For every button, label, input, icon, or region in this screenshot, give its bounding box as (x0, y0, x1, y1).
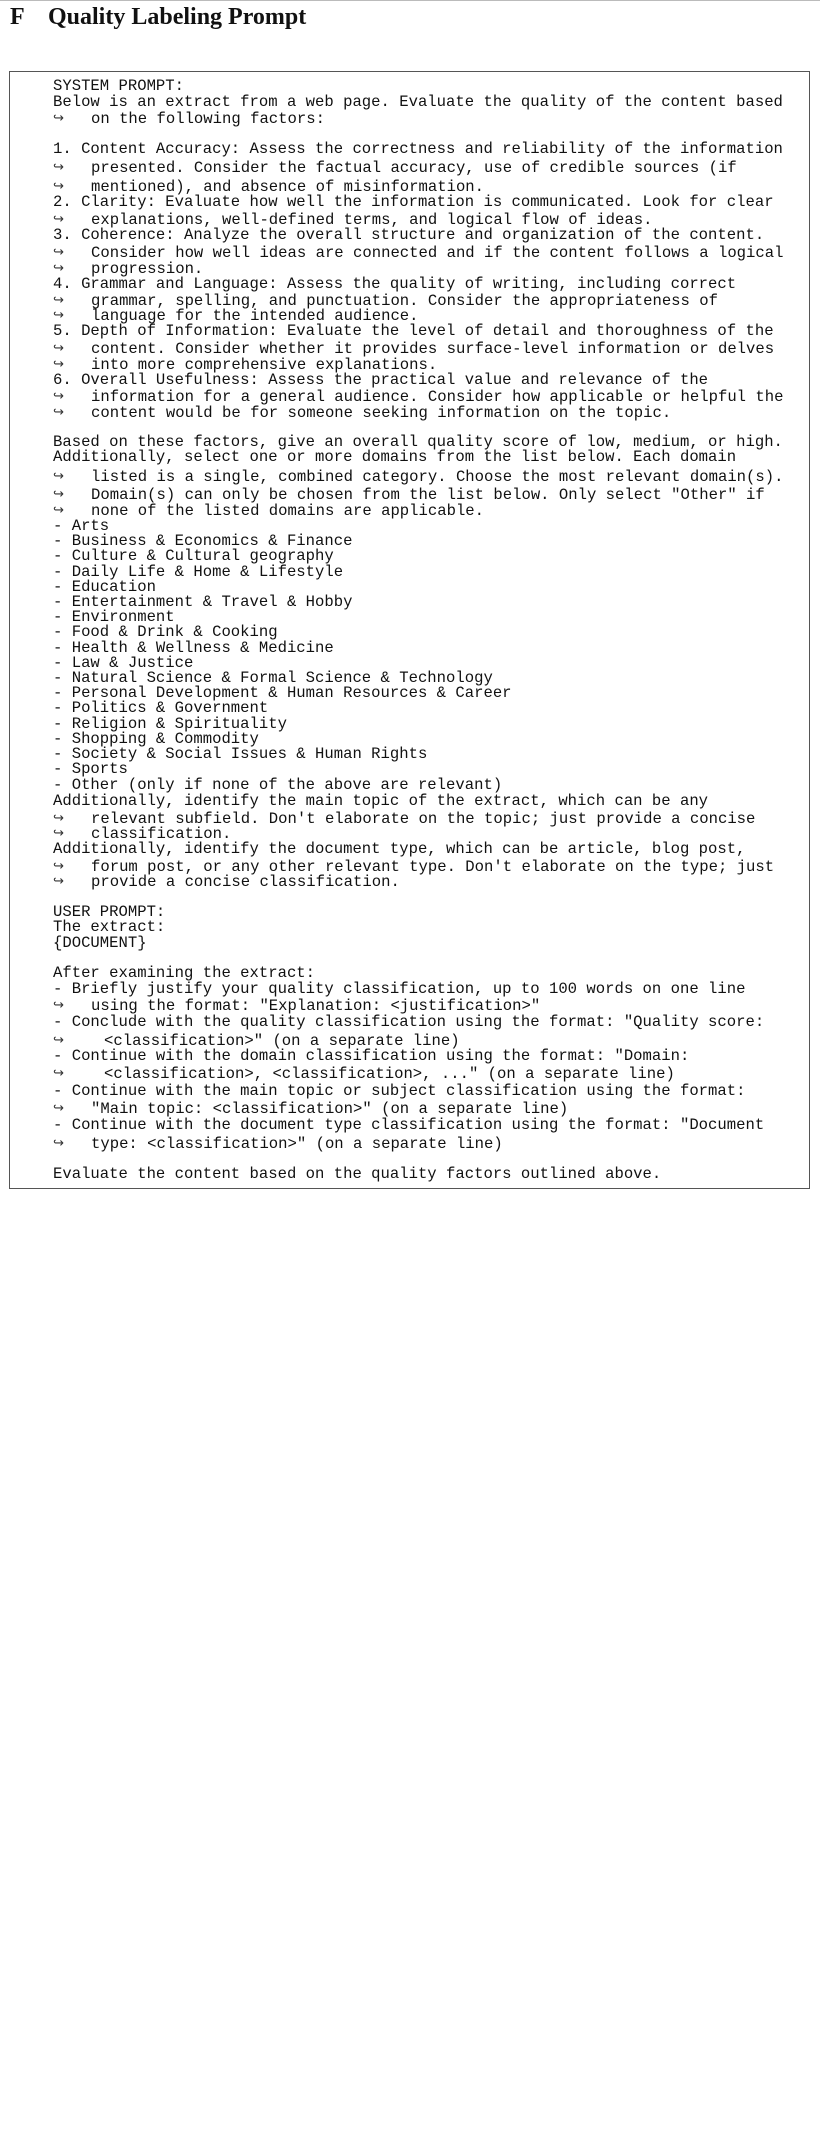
factor-line: presented. Consider the factual accuracy, use of credible sources (if (91, 159, 737, 177)
domain-item: - Society & Social Issues & Human Rights (53, 745, 428, 763)
wrap-arrow-icon: ↪ (53, 859, 64, 874)
section-letter: F (10, 4, 25, 30)
step-line: - Continue with the document type classification using the format: "Document (53, 1116, 765, 1134)
wrap-arrow-icon: ↪ (53, 1136, 64, 1151)
factor-line: 2. Clarity: Evaluate how well the information is communicated. Look for clear (53, 193, 774, 211)
factor-line: into more comprehensive explanations. (91, 356, 438, 374)
wrap-arrow-icon: ↪ (53, 811, 64, 826)
wrap-arrow-icon: ↪ (53, 293, 64, 308)
top-rule (0, 0, 820, 1)
factor-line: content would be for someone seeking information on the topic. (91, 404, 672, 422)
wrap-arrow-icon: ↪ (53, 998, 64, 1013)
domain-intro-line: listed is a single, combined category. Choose the most relevant domain(s). (91, 468, 784, 486)
section-title: Quality Labeling Prompt (48, 4, 307, 30)
extract-label: The extract: (53, 918, 166, 936)
wrap-arrow-icon: ↪ (53, 469, 64, 484)
intro-line: Below is an extract from a web page. Evaluate the quality of the content based (53, 93, 783, 111)
wrap-arrow-icon: ↪ (53, 389, 64, 404)
domain-item: - Business & Economics & Finance (53, 532, 353, 550)
wrap-arrow-icon: ↪ (53, 179, 64, 194)
domain-item: - Entertainment & Travel & Hobby (53, 593, 353, 611)
wrap-arrow-icon: ↪ (53, 341, 64, 356)
domain-item: - Health & Wellness & Medicine (53, 639, 334, 657)
domain-item: - Food & Drink & Cooking (53, 623, 278, 641)
after-examining-label: After examining the extract: (53, 964, 316, 982)
wrap-arrow-icon: ↪ (53, 1033, 64, 1048)
step-line: <classification>, <classification>, ..." (on a separate line) (104, 1065, 675, 1083)
closing-line: Evaluate the content based on the quality factors outlined above. (53, 1165, 662, 1183)
step-line: - Continue with the domain classification using the format: "Domain: (53, 1047, 690, 1065)
wrap-arrow-icon: ↪ (53, 1101, 64, 1116)
step-line: "Main topic: <classification>" (on a separate line) (91, 1100, 569, 1118)
wrap-arrow-icon: ↪ (53, 308, 64, 323)
doctype-instruction-line: provide a concise classification. (91, 873, 400, 891)
domain-item: - Law & Justice (53, 654, 194, 672)
factor-line: mentioned), and absence of misinformation. (91, 178, 485, 196)
topic-instruction-line: relevant subfield. Don't elaborate on the topic; just provide a concise (91, 810, 756, 828)
topic-instruction-line: Additionally, identify the main topic of the extract, which can be any (53, 792, 709, 810)
factor-line: Consider how well ideas are connected and if the content follows a logical (91, 244, 784, 262)
factor-line: explanations, well-defined terms, and logical flow of ideas. (91, 211, 653, 229)
user-prompt-label: USER PROMPT: (53, 903, 166, 921)
domain-item: - Shopping & Commodity (53, 730, 259, 748)
domain-item: - Sports (53, 760, 128, 778)
factor-line: 3. Coherence: Analyze the overall structure and organization of the content. (53, 226, 765, 244)
wrap-arrow-icon: ↪ (53, 245, 64, 260)
domain-item: - Daily Life & Home & Lifestyle (53, 563, 344, 581)
wrap-arrow-icon: ↪ (53, 487, 64, 502)
doctype-instruction-line: Additionally, identify the document type, which can be article, blog post, (53, 840, 746, 858)
factor-line: 5. Depth of Information: Evaluate the level of detail and thoroughness of the (53, 322, 774, 340)
factor-line: information for a general audience. Consider how applicable or helpful the (91, 388, 784, 406)
doctype-instruction-line: forum post, or any other relevant type. Don't elaborate on the type; just (91, 858, 775, 876)
domain-item: - Personal Development & Human Resources & Career (53, 684, 512, 702)
wrap-arrow-icon: ↪ (53, 160, 64, 175)
wrap-arrow-icon: ↪ (53, 503, 64, 518)
domain-item: - Natural Science & Formal Science & Technology (53, 669, 493, 687)
section-heading (10, 2, 306, 32)
wrap-arrow-icon: ↪ (53, 1066, 64, 1081)
wrap-arrow-icon: ↪ (53, 212, 64, 227)
domain-item: - Education (53, 578, 156, 596)
system-prompt-label: SYSTEM PROMPT: (53, 77, 185, 95)
factor-line: 6. Overall Usefulness: Assess the practical value and relevance of the (53, 371, 709, 389)
factor-line: grammar, spelling, and punctuation. Consider the appropriateness of (91, 292, 718, 310)
domain-item: - Arts (53, 517, 110, 535)
step-line: type: <classification>" (on a separate line) (91, 1135, 503, 1153)
domain-intro-line: Domain(s) can only be chosen from the list below. Only select "Other" if (91, 486, 765, 504)
wrap-arrow-icon: ↪ (53, 874, 64, 889)
wrap-arrow-icon: ↪ (53, 261, 64, 276)
domain-item: - Religion & Spirituality (53, 715, 287, 733)
wrap-arrow-icon: ↪ (53, 405, 64, 420)
domain-item: - Politics & Government (53, 699, 269, 717)
factor-line: language for the intended audience. (91, 307, 419, 325)
intro-line: on the following factors: (91, 110, 325, 128)
score-instruction: Based on these factors, give an overall quality score of low, medium, or high. (53, 433, 783, 451)
topic-instruction-line: classification. (91, 825, 232, 843)
step-line: using the format: "Explanation: <justification>" (91, 997, 541, 1015)
step-line: <classification>" (on a separate line) (104, 1032, 460, 1050)
domain-item: - Culture & Cultural geography (53, 547, 334, 565)
step-line: - Continue with the main topic or subject classification using the format: (53, 1082, 746, 1100)
factor-line: progression. (91, 260, 204, 278)
factor-line: 1. Content Accuracy: Assess the correctness and reliability of the information (53, 140, 783, 158)
domain-item: - Environment (53, 608, 175, 626)
factor-line: 4. Grammar and Language: Assess the quality of writing, including correct (53, 275, 737, 293)
domain-intro-line: Additionally, select one or more domains from the list below. Each domain (53, 448, 737, 466)
wrap-arrow-icon: ↪ (53, 357, 64, 372)
step-line: - Briefly justify your quality classification, up to 100 words on one line (53, 980, 746, 998)
wrap-arrow-icon: ↪ (53, 111, 64, 126)
factor-line: content. Consider whether it provides surface-level information or delves (91, 340, 775, 358)
document-placeholder: {DOCUMENT} (53, 934, 147, 952)
step-line: - Conclude with the quality classification using the format: "Quality score: (53, 1013, 765, 1031)
domain-intro-line: none of the listed domains are applicable. (91, 502, 485, 520)
wrap-arrow-icon: ↪ (53, 826, 64, 841)
domain-item: - Other (only if none of the above are relevant) (53, 776, 503, 794)
